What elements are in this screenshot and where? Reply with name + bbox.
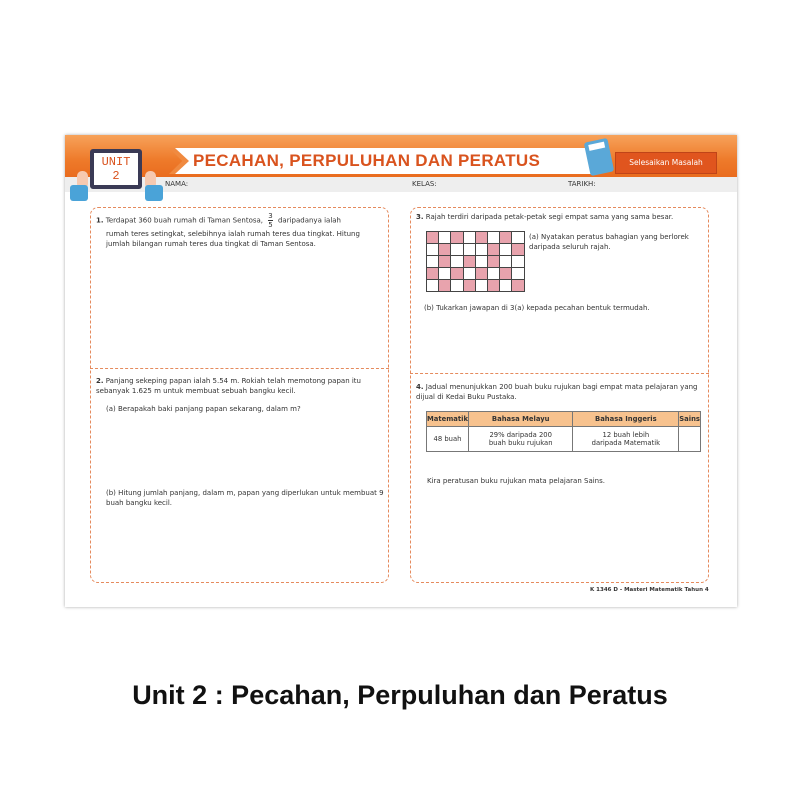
- unit-number: 2: [112, 169, 120, 183]
- table-cell[interactable]: [679, 427, 701, 452]
- q1-text-c: rumah teres setingkat, selebihnya ialah rumah teres dua tingkat. Hitung jumlah bilangan rumah teres dua tingkat di Taman Sentosa.: [106, 230, 360, 248]
- grid-cell: [427, 256, 439, 268]
- grid-cell-shaded: [451, 232, 463, 244]
- table-header: Matematik: [427, 412, 469, 427]
- grid-cell-shaded: [439, 244, 451, 256]
- grid-cell: [512, 268, 524, 280]
- fraction-numerator: 3: [268, 212, 273, 220]
- sleeve-left-icon: [70, 185, 88, 201]
- fraction: [268, 212, 272, 229]
- grid-row: [427, 256, 525, 268]
- table-header: Sains: [679, 412, 701, 427]
- date-field[interactable]: TARIKH:: [568, 180, 596, 188]
- q1-text-b: daripadanya ialah: [277, 216, 341, 225]
- grid-cell-shaded: [487, 244, 499, 256]
- student-info-row: [65, 177, 737, 192]
- table-cell: 12 buah lebih daripada Matematik: [573, 427, 679, 452]
- grid-cell-shaded: [451, 268, 463, 280]
- name-field[interactable]: NAMA:: [165, 180, 189, 188]
- fraction-denominator: 5: [268, 221, 273, 229]
- q4-number: 4.: [416, 383, 424, 391]
- grid-cell-shaded: [427, 268, 439, 280]
- table-header-row: [427, 412, 701, 427]
- grid-row: [427, 268, 525, 280]
- left-divider: [90, 368, 389, 369]
- q3-text: Rajah terdiri daripada petak-petak segi empat sama yang sama besar.: [425, 213, 674, 221]
- grid-row: [427, 280, 525, 292]
- grid-cell-shaded: [463, 280, 475, 292]
- caption: Unit 2 : Pecahan, Perpuluhan dan Peratus: [132, 680, 668, 710]
- grid-row: [427, 244, 525, 256]
- topic-chip: Selesaikan Masalah: [615, 152, 717, 174]
- q2-part-b: (b) Hitung jumlah panjang, dalam m, papan yang diperlukan untuk membuat 9 buah bangku kecil.: [106, 489, 384, 507]
- grid-cell: [451, 244, 463, 256]
- grid-cell: [463, 244, 475, 256]
- right-divider: [410, 373, 709, 374]
- grid-cell: [451, 280, 463, 292]
- question-3: [416, 212, 704, 222]
- q1-text-a: Terdapat 360 buah rumah di Taman Sentosa,: [105, 216, 264, 225]
- grid-cell: [475, 280, 487, 292]
- grid-cell: [463, 232, 475, 244]
- q2-part-a: (a) Berapakah baki panjang papan sekarang, dalam m?: [106, 405, 301, 413]
- grid-cell: [500, 244, 512, 256]
- footer-code: K 1346 D - Masteri Matematik Tahun 4: [590, 587, 709, 593]
- class-field[interactable]: KELAS:: [412, 180, 437, 188]
- table-cell: 29% daripada 200 buah buku rujukan: [468, 427, 572, 452]
- grid-cell: [439, 268, 451, 280]
- grid-cell-shaded: [500, 268, 512, 280]
- grid-cell: [512, 256, 524, 268]
- unit-badge: [90, 149, 142, 189]
- grid-cell-shaded: [439, 256, 451, 268]
- q4-text: Jadual menunjukkan 200 buah buku rujukan bagi empat mata pelajaran yang dijual di Kedai Buku Pustaka.: [416, 383, 698, 401]
- question-4: [416, 382, 704, 402]
- table-row: [427, 427, 701, 452]
- book-table: [426, 411, 701, 452]
- grid-cell: [427, 244, 439, 256]
- grid-cell-shaded: [512, 244, 524, 256]
- q4-question: Kira peratusan buku rujukan mata pelajaran Sains.: [427, 477, 605, 485]
- page-title: PECAHAN, PERPULUHAN DAN PERATUS: [193, 151, 541, 170]
- unit-label: UNIT: [101, 155, 131, 169]
- table-header: Bahasa Melayu: [468, 412, 572, 427]
- table-header: Bahasa Inggeris: [573, 412, 679, 427]
- q3-part-b: (b) Tukarkan jawapan di 3(a) kepada pecahan bentuk termudah.: [424, 304, 650, 312]
- grid-cell-shaded: [512, 280, 524, 292]
- grid-cell: [500, 280, 512, 292]
- q3-part-a: (a) Nyatakan peratus bahagian yang berlorek daripada seluruh rajah.: [529, 233, 689, 251]
- q3-number: 3.: [416, 213, 424, 221]
- question-2: [96, 376, 384, 396]
- grid-cell-shaded: [500, 232, 512, 244]
- q2-text: Panjang sekeping papan ialah 5.54 m. Rokiah telah memotong papan itu sebanyak 1.625 m untuk membuat sebuah bangku kecil.: [96, 377, 361, 395]
- grid-cell-shaded: [475, 268, 487, 280]
- grid-cell: [451, 256, 463, 268]
- grid-cell: [512, 232, 524, 244]
- question-1: [96, 212, 384, 249]
- grid-cell: [475, 244, 487, 256]
- shaded-grid: [426, 231, 525, 292]
- grid-cell-shaded: [487, 280, 499, 292]
- grid-cell: [487, 268, 499, 280]
- q1-number: 1.: [96, 216, 104, 225]
- grid-cell: [500, 256, 512, 268]
- grid-row: [427, 232, 525, 244]
- grid-cell: [439, 232, 451, 244]
- grid-cell-shaded: [487, 256, 499, 268]
- grid-cell: [427, 280, 439, 292]
- grid-cell-shaded: [463, 256, 475, 268]
- table-cell: 48 buah: [427, 427, 469, 452]
- grid-cell-shaded: [475, 232, 487, 244]
- grid-cell-shaded: [427, 232, 439, 244]
- grid-cell: [463, 268, 475, 280]
- q2-number: 2.: [96, 377, 104, 385]
- grid-cell: [475, 256, 487, 268]
- grid-cell-shaded: [439, 280, 451, 292]
- grid-cell: [487, 232, 499, 244]
- sleeve-right-icon: [145, 185, 163, 201]
